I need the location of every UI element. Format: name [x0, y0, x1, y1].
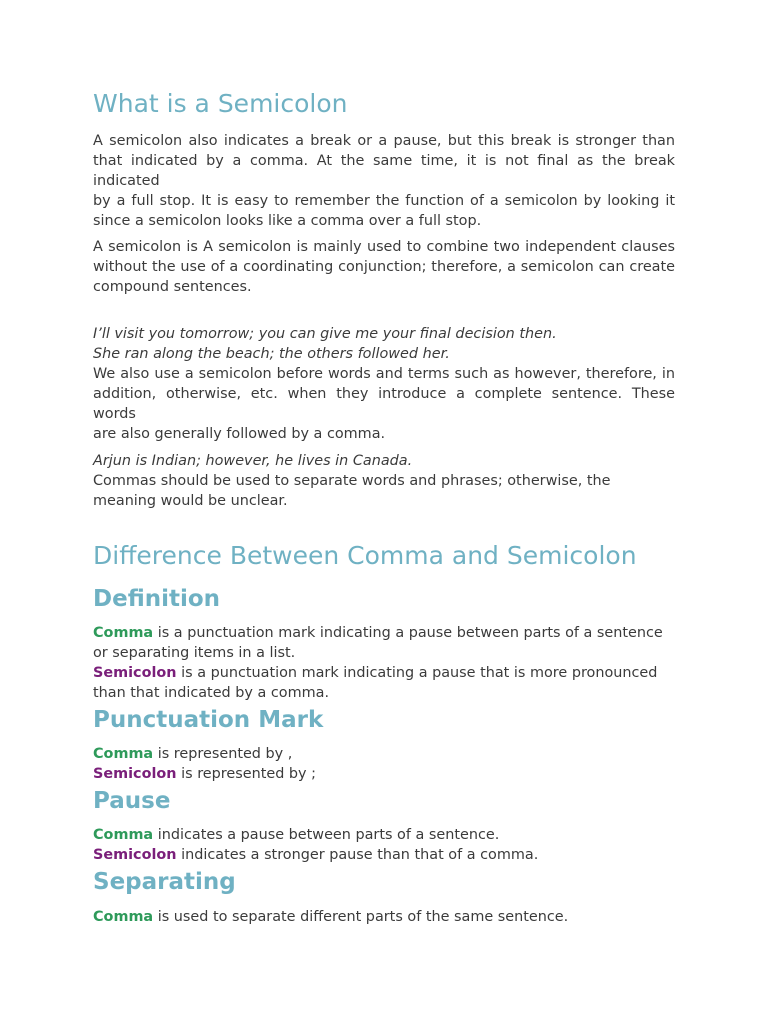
definition-text: is a punctuation mark indicating a pause between parts of a sentence [153, 625, 663, 641]
example-sentence: She ran along the beach; the others followed her. [93, 346, 450, 362]
section-title-difference: Difference Between Comma and Semicolon [93, 541, 637, 570]
term-semicolon: Semicolon [93, 665, 177, 681]
punctuation-text: is represented by ; [176, 766, 316, 782]
punctuation-text: is represented by , [153, 746, 293, 762]
text-line: A semicolon also indicates a break or a pause, but this break is stronger than [93, 133, 675, 149]
term-semicolon: Semicolon [93, 766, 177, 782]
text-line [93, 764, 675, 784]
text-line [93, 744, 675, 764]
term-comma: Comma [93, 625, 154, 641]
paragraph-definition [93, 623, 675, 703]
text-line [93, 907, 675, 927]
subheading-definition: Definition [93, 586, 221, 612]
subheading-punctuation-mark: Punctuation Mark [93, 707, 324, 733]
text-line [93, 623, 675, 643]
section-title-what-is-semicolon: What is a Semicolon [93, 89, 348, 118]
paragraph-pause [93, 825, 675, 865]
paragraph-semicolon-usage [93, 237, 675, 297]
text-line: addition, otherwise, etc. when they introduce a complete sentence. These words [93, 386, 675, 422]
text-line: meaning would be unclear. [93, 493, 288, 509]
term-comma: Comma [93, 827, 154, 843]
text-line: We also use a semicolon before words and terms such as however, therefore, in [93, 366, 675, 382]
text-line: without the use of a coordinating conjunction; therefore, a semicolon can create [93, 259, 675, 275]
subheading-pause: Pause [93, 788, 171, 814]
text-line: by a full stop. It is easy to remember the function of a semicolon by looking it [93, 193, 675, 209]
text-line: are also generally followed by a comma. [93, 426, 386, 442]
text-line: or separating items in a list. [93, 645, 296, 661]
text-line [93, 825, 675, 845]
text-line: than that indicated by a comma. [93, 685, 330, 701]
text-line: since a semicolon looks like a comma over a full stop. [93, 213, 482, 229]
text-line: compound sentences. [93, 279, 252, 295]
pause-text: indicates a pause between parts of a sentence. [153, 827, 500, 843]
text-line [93, 663, 675, 683]
paragraph-punctuation-mark [93, 744, 675, 784]
paragraph-separating [93, 907, 675, 927]
text-line: that indicated by a comma. At the same time, it is not final as the break indicated [93, 153, 675, 189]
paragraph-example-and-commas [93, 451, 675, 511]
text-line: Commas should be used to separate words and phrases; otherwise, the [93, 473, 611, 489]
definition-text: is a punctuation mark indicating a pause that is more pronounced [176, 665, 658, 681]
paragraph-semicolon-intro [93, 131, 675, 231]
subheading-separating: Separating [93, 869, 236, 895]
term-comma: Comma [93, 746, 154, 762]
text-line [93, 845, 675, 865]
pause-text: indicates a stronger pause than that of a comma. [176, 847, 539, 863]
paragraph-examples-and-transitions [93, 324, 675, 444]
term-comma: Comma [93, 909, 154, 925]
separating-text: is used to separate different parts of the same sentence. [153, 909, 569, 925]
term-semicolon: Semicolon [93, 847, 177, 863]
text-line: A semicolon is A semicolon is mainly used to combine two independent clauses [93, 239, 675, 255]
example-sentence: Arjun is Indian; however, he lives in Canada. [93, 453, 413, 469]
example-sentence: I’ll visit you tomorrow; you can give me your final decision then. [93, 326, 557, 342]
